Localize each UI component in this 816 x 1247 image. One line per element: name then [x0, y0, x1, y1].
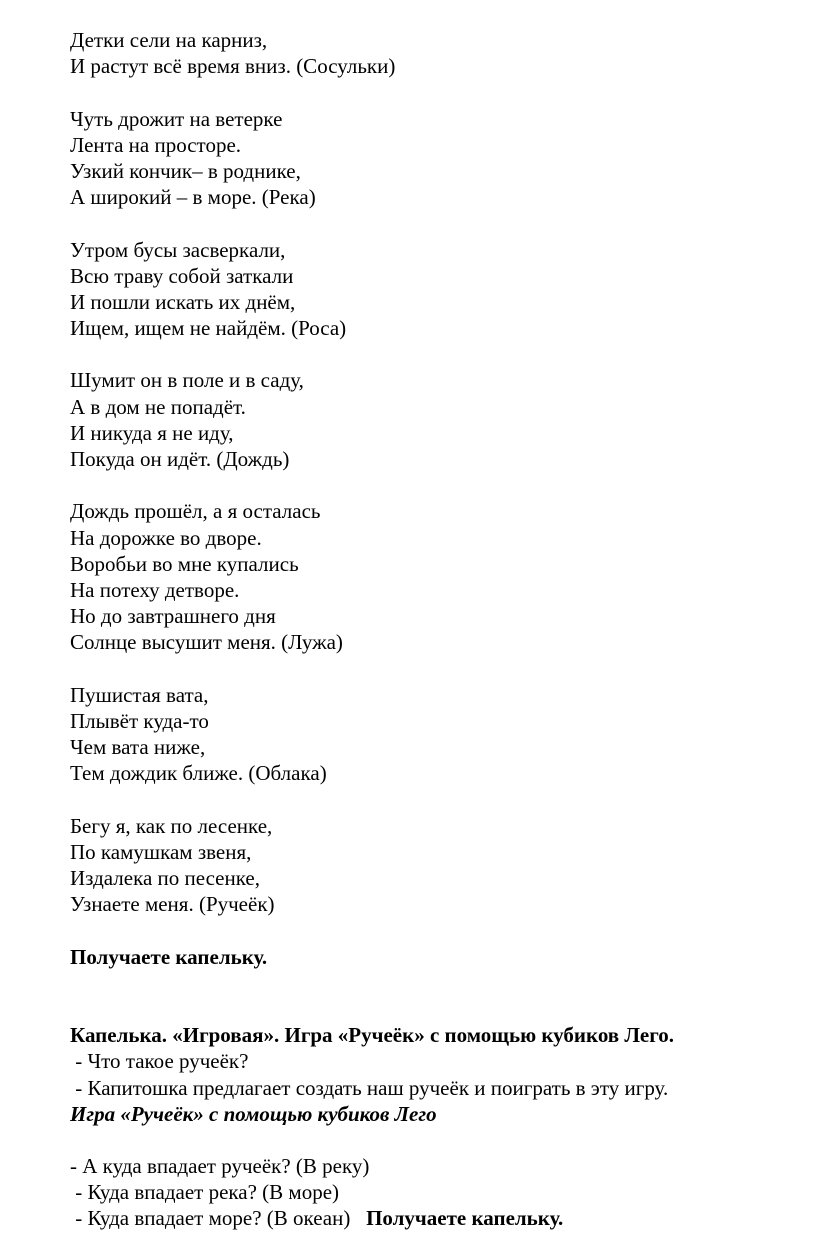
riddle-line: Чуть дрожит на ветерке [70, 106, 283, 131]
riddle-line: Узнаете меня. (Ручеёк) [70, 892, 275, 917]
blank-line [70, 472, 790, 498]
section-line: - Что такое ручеёк? [70, 1049, 249, 1074]
riddle-line: Бегу я, как по лесенке, [70, 813, 273, 838]
section-line: - Капитошка предлагает создать наш ручеёк и поиграть в эту игру. [70, 1075, 669, 1100]
blank-line [70, 917, 790, 943]
game-title: Игра «Ручеёк» с помощью кубиков Лего [70, 1101, 437, 1126]
blank-line [70, 341, 790, 367]
riddle-line: Чем вата ниже, [70, 735, 206, 760]
riddle-line: На дорожке во дворе. [70, 525, 262, 550]
blank-line [70, 656, 790, 682]
riddle-line: Дождь прошёл, а я осталась [70, 499, 321, 524]
riddle-line: Плывёт куда-то [70, 708, 209, 733]
riddle-line: Воробьи во мне купались [70, 551, 299, 576]
riddle-7 [70, 813, 790, 918]
question-text: - Куда впадает море? (В океан) [70, 1206, 367, 1231]
riddle-line: Но до завтрашнего дня [70, 604, 276, 629]
riddle-line: Узкий кончик– в роднике, [70, 158, 301, 183]
question-line: - А куда впадает ручеёк? (В реку) [70, 1154, 370, 1179]
reward-text: Получаете капельку. [366, 1206, 564, 1231]
riddle-1 [70, 27, 790, 79]
question-line: - Куда впадает река? (В море) [70, 1180, 340, 1205]
riddle-4 [70, 367, 790, 472]
riddle-2 [70, 106, 790, 211]
riddle-line: А в дом не попадёт. [70, 394, 246, 419]
riddle-line: Шумит он в поле и в саду, [70, 368, 304, 393]
riddle-line: На потеху детворе. [70, 577, 240, 602]
riddle-line: И никуда я не иду, [70, 420, 234, 445]
riddle-5 [70, 498, 790, 655]
question-line [70, 1205, 790, 1231]
game-section [70, 1022, 790, 1232]
riddle-6 [70, 682, 790, 787]
riddle-line: А широкий – в море. (Река) [70, 185, 316, 210]
riddle-line: Всю траву собой заткали [70, 263, 294, 288]
riddle-line: Издалека по песенке, [70, 866, 260, 890]
blank-line [70, 79, 790, 105]
section-heading: Капелька. «Игровая». Игра «Ручеёк» с помощью кубиков Лего. [70, 1023, 674, 1048]
riddle-line: И растут всё время вниз. (Сосульки) [70, 54, 396, 79]
riddle-line: Ищем, ищем не найдём. (Роса) [70, 316, 347, 341]
document-page [70, 27, 790, 1232]
blank-line [70, 786, 790, 812]
riddle-line: Солнце высушит меня. (Лужа) [70, 630, 343, 655]
riddle-line: Утром бусы засверкали, [70, 237, 286, 262]
blank-line [70, 996, 790, 1022]
riddle-line: Лента на просторе. [70, 132, 242, 157]
riddle-line: Пушистая вата, [70, 682, 209, 707]
blank-line [70, 970, 790, 996]
blank-line [70, 210, 790, 236]
reward-text: Получаете капельку. [70, 944, 268, 969]
riddle-line: По камушкам звеня, [70, 839, 252, 864]
blank-line [70, 1127, 790, 1153]
riddle-3 [70, 237, 790, 342]
riddle-line: Тем дождик ближе. (Облака) [70, 761, 327, 786]
riddle-line: И пошли искать их днём, [70, 289, 296, 314]
riddle-line: Покуда он идёт. (Дождь) [70, 447, 290, 471]
riddle-line: Детки сели на карниз, [70, 28, 268, 52]
